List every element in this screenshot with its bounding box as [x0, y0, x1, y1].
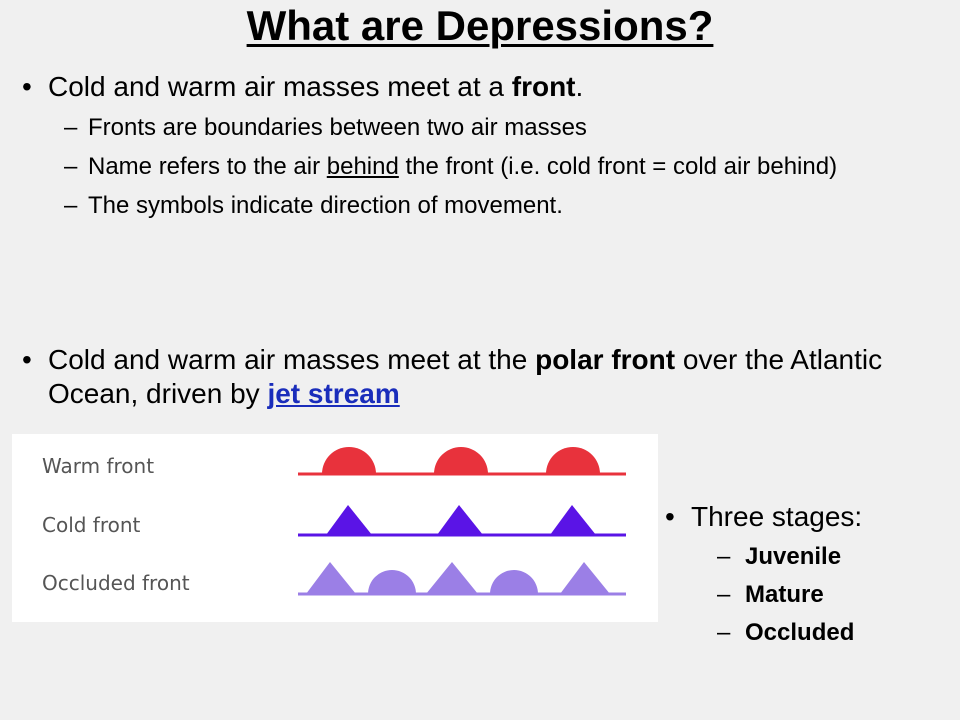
front-symbols — [12, 434, 658, 622]
sub-bullet — [22, 152, 942, 182]
dash: – — [717, 581, 731, 608]
stage-label: Juvenile — [745, 543, 842, 570]
dash: – — [64, 192, 78, 219]
cold-front-symbol — [298, 505, 626, 535]
sub-bullet — [22, 113, 942, 143]
bullet-stages — [665, 500, 955, 648]
bullet-fronts — [22, 70, 942, 221]
sub-bullet-text: the front (i.e. cold front = cold air behind) — [398, 153, 838, 180]
stage-label: Mature — [745, 581, 824, 608]
sub-bullet-text: The symbols indicate direction of movement. — [88, 192, 563, 219]
stage-item — [665, 580, 955, 610]
stage-item — [665, 542, 955, 572]
stage-item — [665, 618, 955, 648]
bullet2-text: Cold and warm air masses meet at the — [48, 344, 536, 375]
bullet-polar-front — [22, 343, 942, 411]
occluded-front-symbol — [298, 562, 626, 594]
bullet1-end: . — [575, 71, 584, 102]
dash: – — [64, 153, 78, 180]
bullet-dot: • — [22, 344, 32, 375]
warm-front-label: Warm front — [42, 454, 155, 478]
sub-bullet-text: Fronts are boundaries between two air masses — [88, 114, 587, 141]
dash: – — [717, 619, 731, 646]
sub-bullet-text: Name refers to the air — [88, 153, 327, 180]
fronts-legend-image — [12, 434, 658, 622]
bullet1-bold: front — [511, 71, 576, 102]
sub-bullet — [22, 191, 942, 221]
dash: – — [717, 543, 731, 570]
bullet1-text: Cold and warm air masses meet at a — [48, 71, 512, 102]
warm-front-symbol — [298, 447, 626, 474]
page-title: What are Depressions? — [246, 2, 714, 49]
jet-stream-link[interactable]: jet stream — [267, 378, 400, 409]
stages-heading: Three stages: — [691, 501, 863, 532]
dash: – — [64, 114, 78, 141]
cold-front-label: Cold front — [42, 513, 141, 537]
stage-label: Occluded — [745, 619, 855, 646]
bullet-dot: • — [665, 501, 675, 532]
bullet2-bold: polar front — [535, 344, 676, 375]
underlined-word: behind — [326, 153, 399, 180]
bullet2-text: over the Atlantic Ocean, driven by — [48, 344, 883, 409]
bullet-dot: • — [22, 71, 32, 102]
occluded-front-label: Occluded front — [42, 571, 190, 595]
